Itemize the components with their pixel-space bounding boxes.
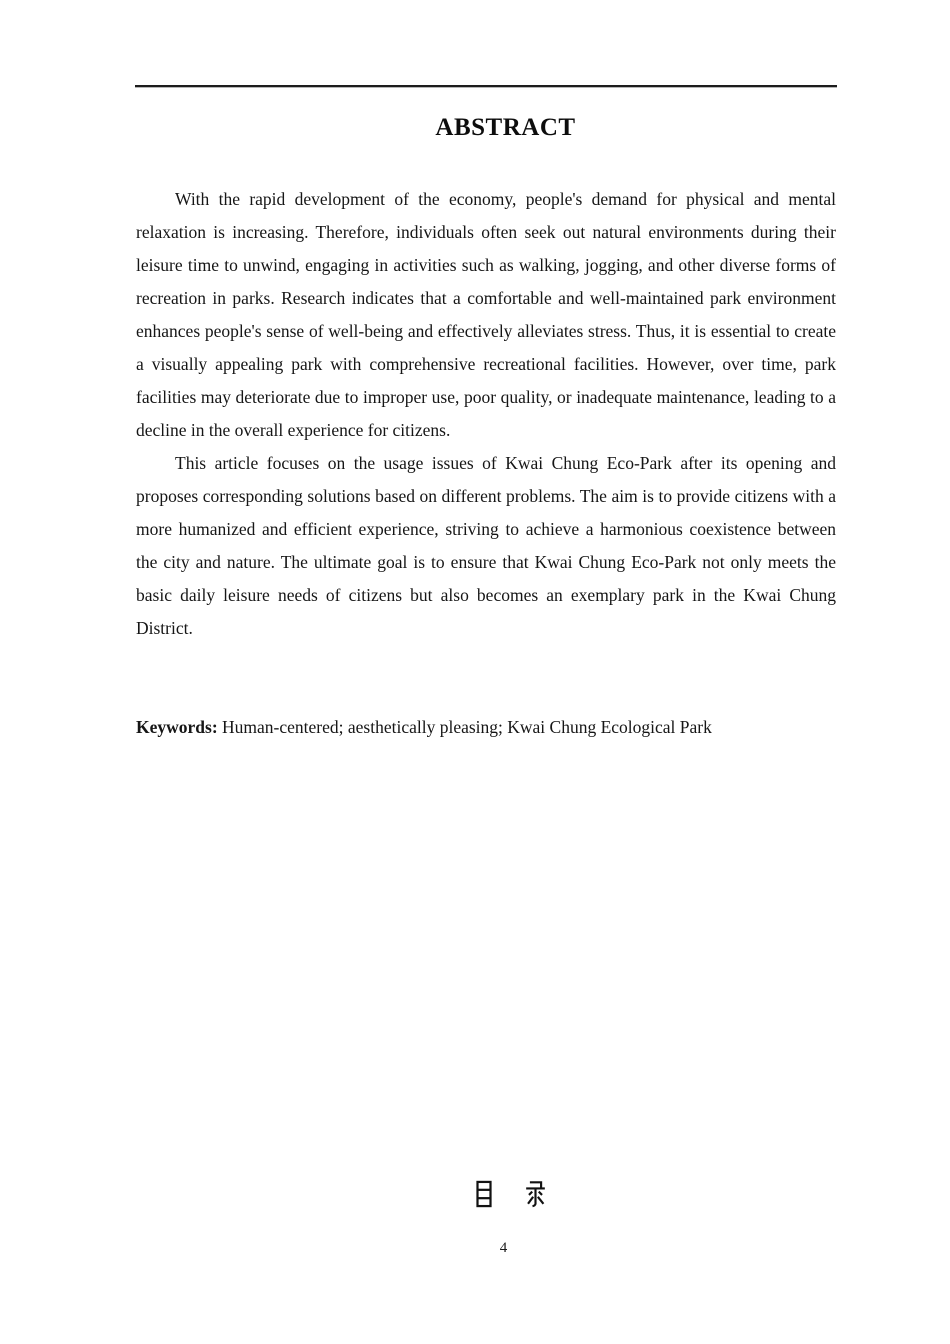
toc-char-lu-icon bbox=[522, 1180, 549, 1208]
toc-heading bbox=[0, 1179, 950, 1209]
abstract-paragraph-2: This article focuses on the usage issues of Kwai Chung Eco-Park after its opening and proposes corresponding solutions based on different problems. The aim is to provide citizens with a more humanized and efficient experience, striving to achieve a harmonious coexistence between the city and nature. The ultimate goal is to ensure that Kwai Chung Eco-Park not only meets the basic daily leisure needs of citizens but also becomes an exemplary park in the Kwai Chung District. bbox=[136, 453, 836, 638]
keywords-label: Keywords: bbox=[136, 717, 218, 737]
keywords-line bbox=[136, 711, 836, 744]
header-rule bbox=[135, 85, 837, 88]
keywords-text: Human-centered; aesthetically pleasing; Kwai Chung Ecological Park bbox=[222, 717, 712, 737]
abstract-body bbox=[136, 183, 836, 645]
page-number: 4 bbox=[499, 1240, 508, 1256]
abstract-heading: ABSTRACT bbox=[435, 114, 576, 141]
abstract-paragraph-1: With the rapid development of the economy, people's demand for physical and mental relaxation is increasing. Therefore, individuals often seek out natural environments during their leisure time to unwind, engaging in activities such as walking, jogging, and other diverse forms of recreation in parks. Research indicates that a comfortable and well-maintained park environment enhances people's sense of well-being and effectively alleviates stress. Thus, it is essential to create a visually appealing park with comprehensive recreational facilities. However, over time, park facilities may deteriorate due to improper use, poor quality, or inadequate maintenance, leading to a decline in the overall experience for citizens. bbox=[136, 189, 836, 440]
toc-char-mu-icon bbox=[471, 1180, 497, 1208]
